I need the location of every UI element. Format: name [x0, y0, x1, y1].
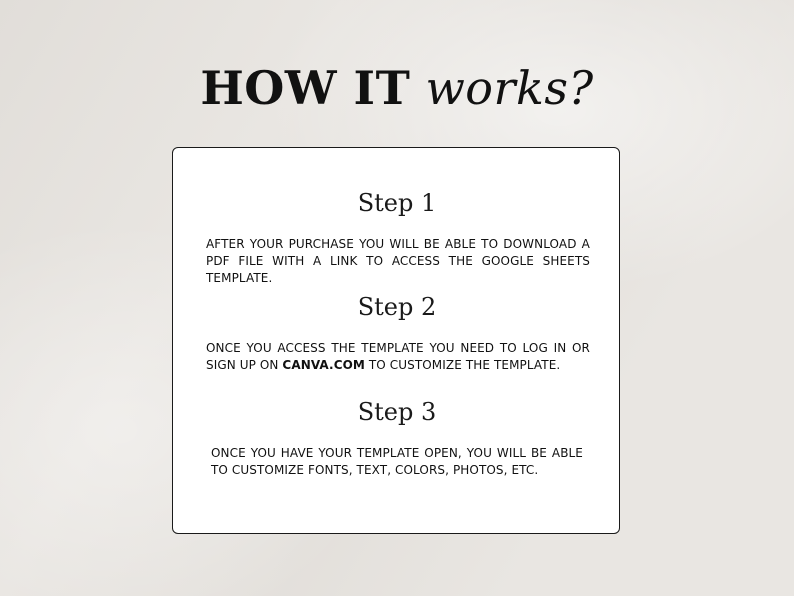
canva-link-text: CANVA.COM	[282, 358, 365, 372]
title-italic: works?	[425, 61, 594, 115]
step-1-text: AFTER YOUR PURCHASE YOU WILL BE ABLE TO DOWNLOAD A PDF FILE WITH A LINK TO ACCESS THE GOOGLE SHEETS TEMPLATE.	[206, 237, 590, 285]
step-2-text-after: TO CUSTOMIZE THE TEMPLATE.	[364, 358, 561, 372]
steps-card	[172, 147, 620, 534]
title-main: HOW IT	[200, 61, 411, 115]
step-3-heading: Step 3	[357, 398, 437, 426]
step-2-text-before: ONCE YOU ACCESS THE TEMPLATE YOU NEED TO LOG IN OR SIGN UP ON	[206, 341, 590, 372]
step-3-text: ONCE YOU HAVE YOUR TEMPLATE OPEN, YOU WILL BE ABLE TO CUSTOMIZE FONTS, TEXT, COLORS, PHOTOS, ETC.	[211, 446, 583, 477]
page-title	[0, 60, 794, 116]
step-1-heading: Step 1	[357, 189, 437, 217]
step-2-heading: Step 2	[357, 293, 437, 321]
step-2-text	[206, 340, 590, 374]
